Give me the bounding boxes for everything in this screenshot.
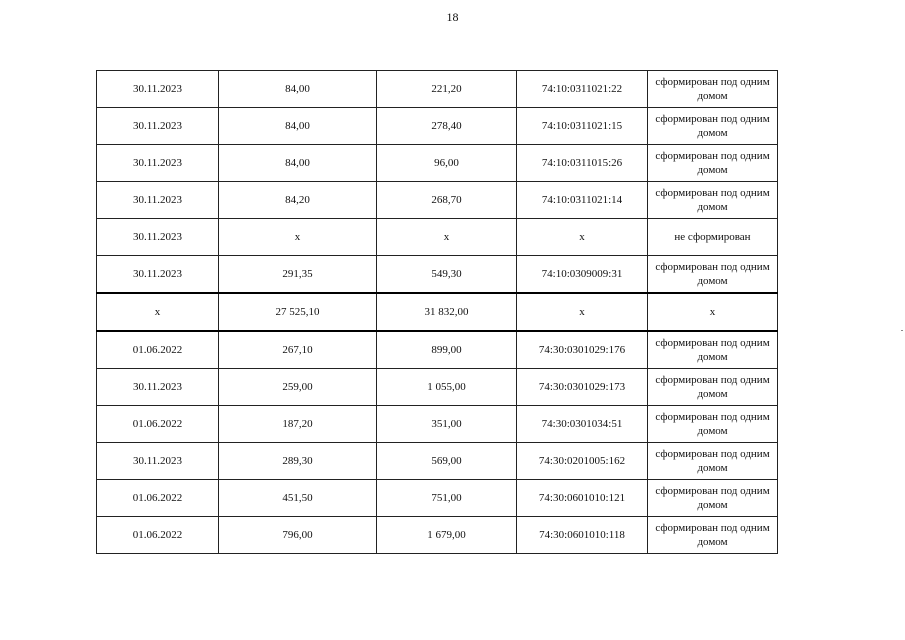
area2-cell: x (377, 219, 517, 256)
date-cell: 30.11.2023 (97, 256, 219, 294)
table-row (97, 182, 778, 219)
table-row (97, 369, 778, 406)
status-cell: сформирован под одним домом (648, 480, 778, 517)
date-cell: 01.06.2022 (97, 480, 219, 517)
area2-cell: 221,20 (377, 71, 517, 108)
date-cell: 30.11.2023 (97, 108, 219, 145)
area2-cell: 569,00 (377, 443, 517, 480)
area2-cell: 268,70 (377, 182, 517, 219)
table-row (97, 331, 778, 369)
status-cell: сформирован под одним домом (648, 331, 778, 369)
area2-cell: 351,00 (377, 406, 517, 443)
table-row (97, 443, 778, 480)
area1-cell: 796,00 (219, 517, 377, 554)
area1-cell: 267,10 (219, 331, 377, 369)
area1-cell: 84,00 (219, 145, 377, 182)
area2-cell: 751,00 (377, 480, 517, 517)
date-cell: 01.06.2022 (97, 406, 219, 443)
cadastral-number-cell: 74:10:0311021:14 (517, 182, 648, 219)
area1-cell: 27 525,10 (219, 293, 377, 331)
cadastral-number-cell: 74:10:0311021:15 (517, 108, 648, 145)
cadastral-number-cell: 74:30:0301034:51 (517, 406, 648, 443)
area2-cell: 96,00 (377, 145, 517, 182)
cadastral-number-cell: 74:30:0601010:121 (517, 480, 648, 517)
area1-cell: x (219, 219, 377, 256)
table-row (97, 406, 778, 443)
date-cell: 30.11.2023 (97, 182, 219, 219)
cadastral-number-cell: x (517, 293, 648, 331)
status-cell: сформирован под одним домом (648, 369, 778, 406)
area1-cell: 289,30 (219, 443, 377, 480)
status-cell: сформирован под одним домом (648, 108, 778, 145)
status-cell: сформирован под одним домом (648, 182, 778, 219)
date-cell: 30.11.2023 (97, 443, 219, 480)
area1-cell: 84,00 (219, 71, 377, 108)
cadastral-number-cell: 74:30:0301029:176 (517, 331, 648, 369)
area1-cell: 259,00 (219, 369, 377, 406)
area1-cell: 451,50 (219, 480, 377, 517)
status-cell: сформирован под одним домом (648, 406, 778, 443)
area2-cell: 31 832,00 (377, 293, 517, 331)
area2-cell: 1 055,00 (377, 369, 517, 406)
area2-cell: 899,00 (377, 331, 517, 369)
cadastral-number-cell: 74:10:0311021:22 (517, 71, 648, 108)
date-cell: 30.11.2023 (97, 71, 219, 108)
status-cell: сформирован под одним домом (648, 517, 778, 554)
cadastral-number-cell: 74:10:0309009:31 (517, 256, 648, 294)
table-row (97, 145, 778, 182)
date-cell: 01.06.2022 (97, 517, 219, 554)
area2-cell: 549,30 (377, 256, 517, 294)
table-row (97, 219, 778, 256)
date-cell: 01.06.2022 (97, 331, 219, 369)
data-table-container (96, 70, 778, 554)
table-row (97, 108, 778, 145)
page-number: 18 (446, 10, 459, 24)
area1-cell: 84,00 (219, 108, 377, 145)
status-cell: x (648, 293, 778, 331)
table-row (97, 256, 778, 294)
cadastral-number-cell: 74:30:0601010:118 (517, 517, 648, 554)
status-cell: сформирован под одним домом (648, 256, 778, 294)
table-row (97, 517, 778, 554)
cadastral-number-cell: 74:10:0311015:26 (517, 145, 648, 182)
area2-cell: 278,40 (377, 108, 517, 145)
status-cell: сформирован под одним домом (648, 71, 778, 108)
table-row (97, 480, 778, 517)
area1-cell: 84,20 (219, 182, 377, 219)
table-row (97, 71, 778, 108)
date-cell: 30.11.2023 (97, 219, 219, 256)
cadastral-number-cell: 74:30:0201005:162 (517, 443, 648, 480)
date-cell: x (97, 293, 219, 331)
data-table (96, 70, 778, 554)
status-cell: не сформирован (648, 219, 778, 256)
area2-cell: 1 679,00 (377, 517, 517, 554)
cadastral-number-cell: x (517, 219, 648, 256)
area1-cell: 291,35 (219, 256, 377, 294)
scan-edge-mark (901, 330, 903, 331)
area1-cell: 187,20 (219, 406, 377, 443)
date-cell: 30.11.2023 (97, 369, 219, 406)
cadastral-number-cell: 74:30:0301029:173 (517, 369, 648, 406)
status-cell: сформирован под одним домом (648, 145, 778, 182)
table-row-total (97, 293, 778, 331)
date-cell: 30.11.2023 (97, 145, 219, 182)
status-cell: сформирован под одним домом (648, 443, 778, 480)
